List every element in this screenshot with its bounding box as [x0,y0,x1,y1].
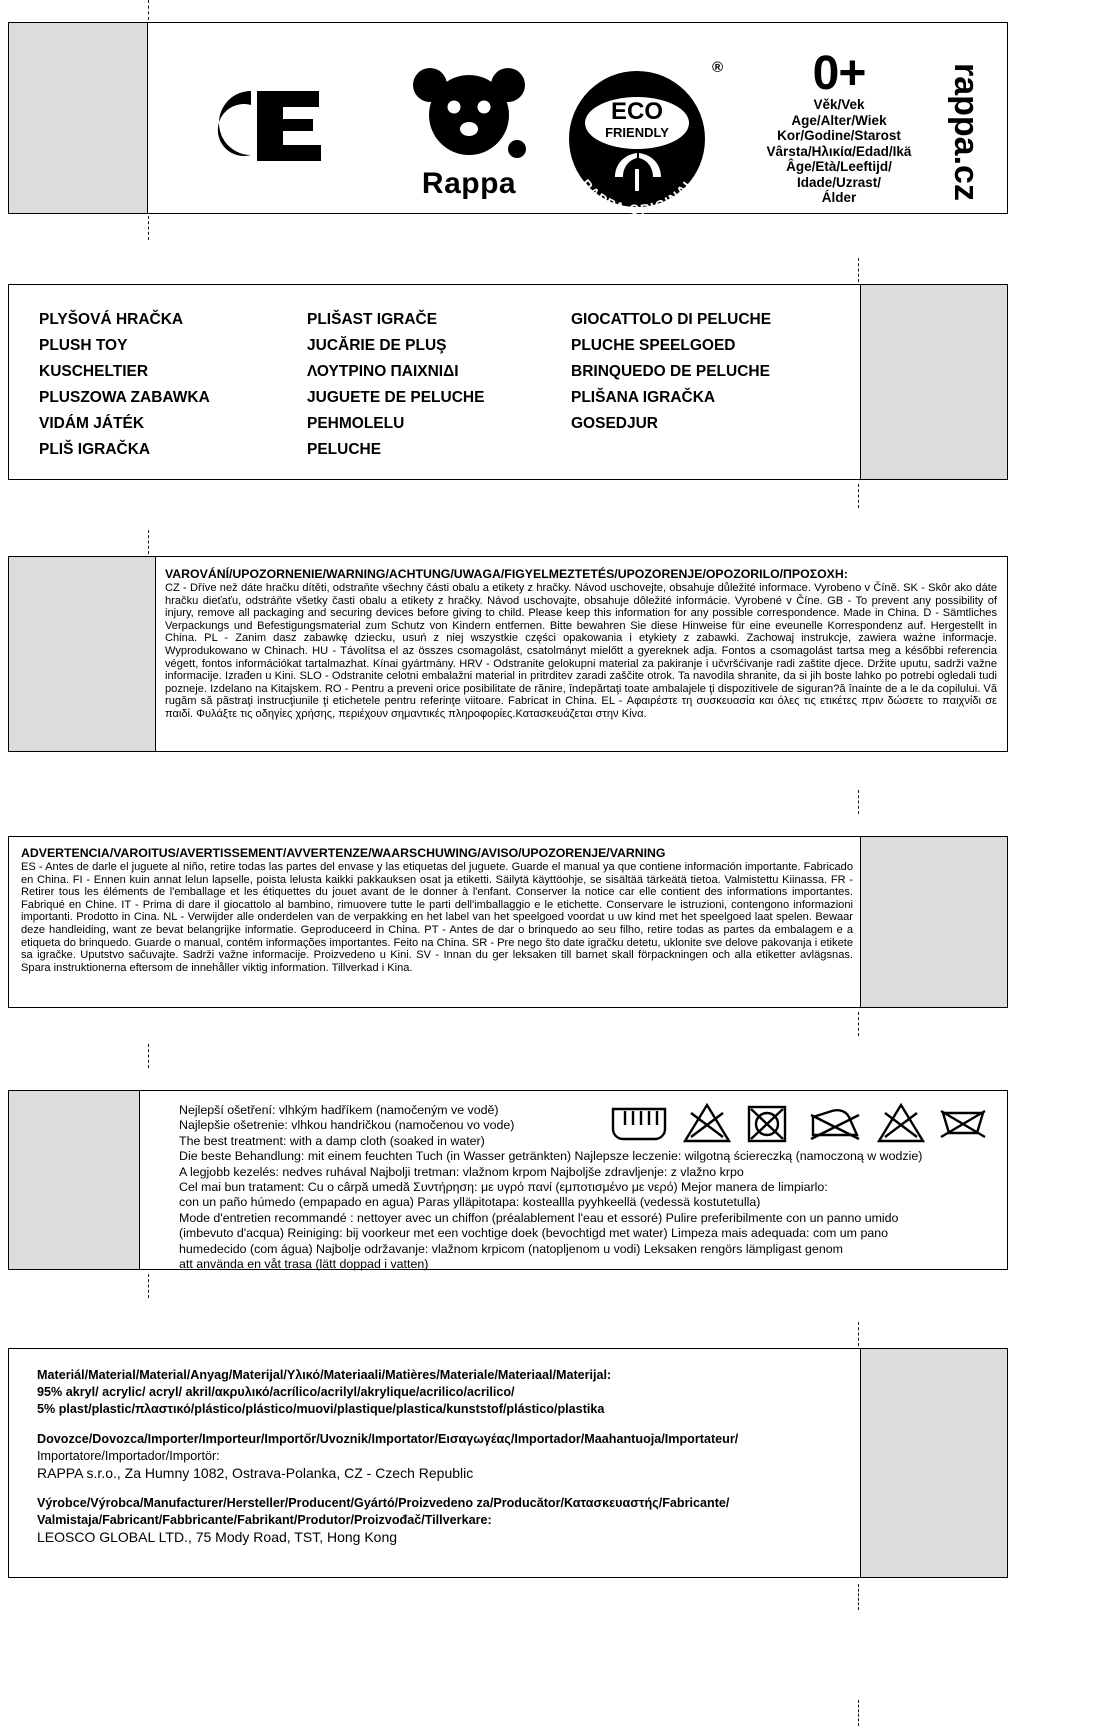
grey-margin-right [860,1349,1007,1577]
product-name: JUCĂRIE DE PLUŞ [307,337,447,354]
grey-margin-left [9,23,147,213]
do-not-wring-icon [941,1111,985,1137]
product-name: JUGUETE DE PELUCHE [307,389,485,406]
care-line: Cel mai bun tratament: Cu o cârpă umedă Συντήρηση: με υγρό πανί (εμποτισμένο με νερό) Mejor manera de limpiarlo: [179,1180,828,1195]
care-instructions-panel [8,1090,1008,1270]
advertencia-text: ES - Antes de darle el juguete al niño, retire todas las partes del envase y las etiquetas del juguete. Guarde el manual ya que contiene información importante. Fabricado en China. FI - Ennen kuin annat lelun lapselle, poista lelusta kaikki pakkauksen osat ja etiketti. Säilytä käyttöohje, se sisältää tärkeätä tietoa. Valmistettu Kiinassa. FR - Retirer tous les éléments de l'emballage et les étiquettes du jouet avant de le donner à l'enfant. Conserver la notice car elle contient des informations importantes. Fabriqué en Chine. IT - Prima di dare il giocattolo al bambino, rimuovere tutte le parti dell'imballaggio e le etichette. Conservare le istruzioni, contengono informazioni importanti. Prodotto in Cina. NL - Verwijder alle onderdelen van de verpakking en het label van het speelgoed voordat u uw kind met het speelgoed laat spelen. Bewaar deze handleiding, want ze bevat belangrijke informatie. Geproduceerd in China. PT - Antes de dar o brinquedo ao seu filho, retire todas as partes da embalagem e a etiqueta do brinquedo. Guarde o manual, contém informações importantes. Feito na China. SR - Pre nego što date igračku detetu, uklonite sve delove pakovanja i etikete sa igračke. Uputstvo sačuvajte. Sadrži važne informacije. Proizvedeno u Kini. SV - Innan du ger leksaken till barnet skall förpackningen och alla etiketter avlägsnas. Spara instruktionerna eftersom de innehåller viktig information. Tillverkad i Kina. [21,861,853,974]
manufacturer-value: LEOSCO GLOBAL LTD., 75 Mody Road, TST, Hong Kong [37,1529,398,1545]
importer-label-2: Importatore/Importador/Importör: [37,1449,220,1463]
product-name: PELUCHE [307,441,382,458]
importer-value: RAPPA s.r.o., Za Humny 1082, Ostrava-Polanka, CZ - Czech Republic [37,1465,474,1481]
do-not-dry-clean-icon [879,1105,923,1141]
material-line-2: 5% plast/plastic/πλαστικό/plástico/plástico/muovi/plastique/plastica/kunststof/plástico/plastika [37,1402,605,1416]
care-line: A legjobb kezelés: nedves ruhával Najbolji tretman: vlažnom krpom Najboljše zdravljenje: z vlažno krpo [179,1164,744,1179]
website-vertical [939,59,999,219]
care-line: (imbevuto d'acqua) Reiniging: bij voorkeur met een vochtige doek (bevochtigd met water) Limpeza mais adequada: com um pano [179,1226,889,1241]
cut-guide-left-4 [148,1044,149,1068]
cut-guide-right-5 [858,1322,859,1346]
cut-guide-left-3 [148,530,149,554]
product-name: KUSCHELTIER [39,363,149,380]
svg-text:ECO: ECO [610,98,664,125]
product-name: BRINQUEDO DE PELUCHE [571,363,770,380]
ce-mark-icon [189,83,379,163]
cut-guide-right-2 [858,484,859,508]
age-value: 0+ [812,47,866,100]
material-label: Materiál/Material/Material/Anyag/Materijal/Υλικό/Materiaali/Matières/Materiale/Materiaal/Materijal: [37,1368,612,1382]
product-names-column-2 [307,307,484,463]
product-name: GIOCATTOLO DI PELUCHE [571,311,772,328]
grey-margin-left [9,1091,140,1269]
registered-trademark-icon: ® [711,59,723,76]
cut-guide-right-4 [858,1012,859,1036]
manufacturer-label-2: Valmistaja/Fabricant/Fabbricante/Fabrikant/Produtor/Proizvođač/Tillverkare: [37,1513,492,1527]
material-importer-panel [8,1348,1008,1578]
care-line: Mode d'entretien recommandé : nettoyer avec un chiffon (préalablement l'eau et essoré) Pulire preferibilmente con un panno umido [179,1210,899,1225]
product-name: PLIŠAST IGRAČE [307,311,438,328]
grey-margin-right [860,285,1007,479]
cut-guide-right-1 [858,258,859,282]
age-languages [749,97,929,206]
warning-panel [8,556,1008,752]
hand-wash-icon [613,1109,665,1139]
care-line: Die beste Behandlung: mit einem feuchten Tuch (in Wasser getränkten) Najlepsze leczenie: wilgotną ściereczką (namoczoną w wodzie) [179,1149,923,1164]
product-name: VIDÁM JÁTÉK [39,415,145,432]
age-line: Âge/Età/Leeftijd/ [786,159,892,174]
age-line: Věk/Vek [813,97,865,112]
eco-friendly-seal [549,61,729,221]
product-name: PEHMOLELU [307,415,405,432]
do-not-tumble-dry-icon [749,1107,785,1141]
cut-guide-right-3 [858,790,859,814]
cut-guide-left-5 [148,1274,149,1298]
website-text: rappa.cz [947,63,985,201]
product-name: PLUSZOWA ZABAWKA [39,389,210,406]
cut-guide-right-bottom-2 [858,1700,859,1726]
age-line: Álder [821,190,857,205]
product-name: ΛΟΥΤΡΙΝΟ ΠΑΙΧΝΙΔΙ [307,363,459,380]
svg-text:RAPPA ORIGINAL: RAPPA ORIGINAL [577,174,698,218]
rappa-wordmark: Rappa [421,167,517,200]
rappa-bear-logo [394,63,544,213]
product-names-column-3 [571,307,771,437]
product-name: PLUCHE SPEELGOED [571,337,736,354]
care-line: humedecido (com água) Najbolje održavanje: vlažnom krpicom (natopljenom u vodi) Leksaken rengörs lämpligast genom [179,1241,843,1256]
do-not-iron-icon [811,1110,859,1139]
product-name-panel [8,284,1008,480]
svg-text:FRIENDLY: FRIENDLY [605,125,669,140]
cut-guide-left-2 [148,216,149,240]
warning-text: CZ - Dříve než dáte hračku dítěti, odstraňte všechny části obalu a etikety z hračky. Návod uschovejte, obsahuje důležité informace. Vyrobeno v Číně. SK - Skôr ako dáte hračku dieťaťu, odstráňte všetky časti obalu a etikety z hračky. Návod uschovajte, obsahuje dôležité informácie. Vyrobené v Číne. GB - To prevent any possibility of injury, remove all packaging and securing devices before giving to child. Please keep this information for any possible correspondence. Made in China. D - Sämtliches Verpackungs und Befestigungsmaterial zum Schutz von Kindern entfernen. Bitte bewahren Sie diese Hinweise für eine eveunelle Korrespondenz auf. Hergestellt in China. PL - Zanim dasz zabawkę dziecku, usuń z niej wszystkie części opakowania i etykiety z zabawki. Zachowaj instrukcje, zawiera ważne informacje. Wyprodukowano w Chinach. HU - Távolítsa el az összes csomagolást, csatolmányt mielőtt a gyereknek adja. Fontos a csomagolást tartsa meg a későbbi referencia végett, fontos információkat tartalmazhat. Kínai gyártmány. HRV - Odstranite gelokupni material za pakiranje i učvršćivanje radi zaštite djece. Držite uputu, sadrži važne informacije. Izrađen u Kini. SLO - Odstranite celotni embalažni material in pritrditev zaradi zaščite otrok. Ta navodila shranite, da si jih boste lahko po potrebi ogledali tudi pozneje. Izdelano na Kitajskem. RO - Pentru a preveni orice posibilitate de rănire, îndepărtaţi toate ambalajele ţi dispozitivele de siguran?ă înainte de a le da copilului. Vă rugăm să păstraţi instrucţiunile ţi etichetele pentru referinţe viitoare. Fabricat in China. EL - Αφαιρέστε τη συσκευασία και όλες τις ετικέτες πριν δώσετε το παιχνίδι σε παιδί. Φυλάξτε τις οδηγίες χρήσης, περιέχουν σημαντικές πληροφορίες.Κατασκευάζεται στην Κίνα. [165,582,997,720]
product-name: PLIŠ IGRAČKA [39,441,151,458]
certification-panel [8,22,1008,218]
age-line: Age/Alter/Wiek [791,112,887,128]
advertencia-panel [8,836,1008,1008]
importer-label: Dovozce/Dovozca/Importer/Importeur/Importőr/Uvoznik/Importator/Εισαγωγέας/Importador/Maahantuoja/Importateur/ [37,1432,739,1446]
care-line: Najlepšie ošetrenie: vlhkou handričkou (namočenou vo vode) [179,1118,515,1133]
material-line-1: 95% akryl/ acrylic/ acryl/ akril/ακρυλικό/acrílico/acrilyl/akrylique/acrilico/acrilico/ [37,1385,515,1399]
care-line: Nejlepší ošetření: vlhkým hadříkem (namočeným ve vodě) [179,1103,499,1117]
product-names-column-1 [39,307,210,463]
care-line: con un paño húmedo (empapado en agua) Paras ylläpitotapa: kosteallla pyyhkeellä (vedessä kostutetulla) [179,1195,761,1210]
product-name: PLUSH TOY [39,337,128,354]
product-name: PLYŠOVÁ HRAČKA [39,311,184,328]
grey-margin-right [860,837,1007,1007]
bear-head-icon [410,63,528,171]
advertencia-title: ADVERTENCIA/VAROITUS/AVERTISSEMENT/AVVERTENZE/WAARSCHUWING/AVISO/UPOZORENJE/VARNING [21,846,666,860]
product-name: PLIŠANA IGRAČKA [571,389,716,406]
manufacturer-label: Výrobce/Výrobca/Manufacturer/Hersteller/Producent/Gyártó/Proizvedeno za/Producător/Κατασκευαστής/Fabricante/ [37,1496,730,1510]
do-not-bleach-icon [685,1105,729,1141]
grey-margin-left [9,557,156,751]
age-line: Kor/Godine/Starost [777,128,901,143]
care-line: The best treatment: with a damp cloth (soaked in water) [179,1133,485,1148]
age-line: Idade/Uzrast/ [796,174,882,190]
product-name: GOSEDJUR [571,415,658,432]
age-group-mark [749,47,929,206]
care-symbol-row [609,1101,989,1145]
age-line: Vârsta/Ηλικία/Edad/Ikä [766,143,912,159]
cut-guide-left-top [148,0,149,20]
cut-guide-right-bottom [858,1584,859,1610]
warning-title: VAROVÁNÍ/UPOZORNENIE/WARNING/ACHTUNG/UWAGA/FIGYELMEZTETÉS/UPOZORENJE/OPOZORILO/ΠΡΟΣΟΧΗ: [165,567,848,581]
care-line: att använda en våt trasa (lätt doppad i vatten) [179,1257,429,1272]
